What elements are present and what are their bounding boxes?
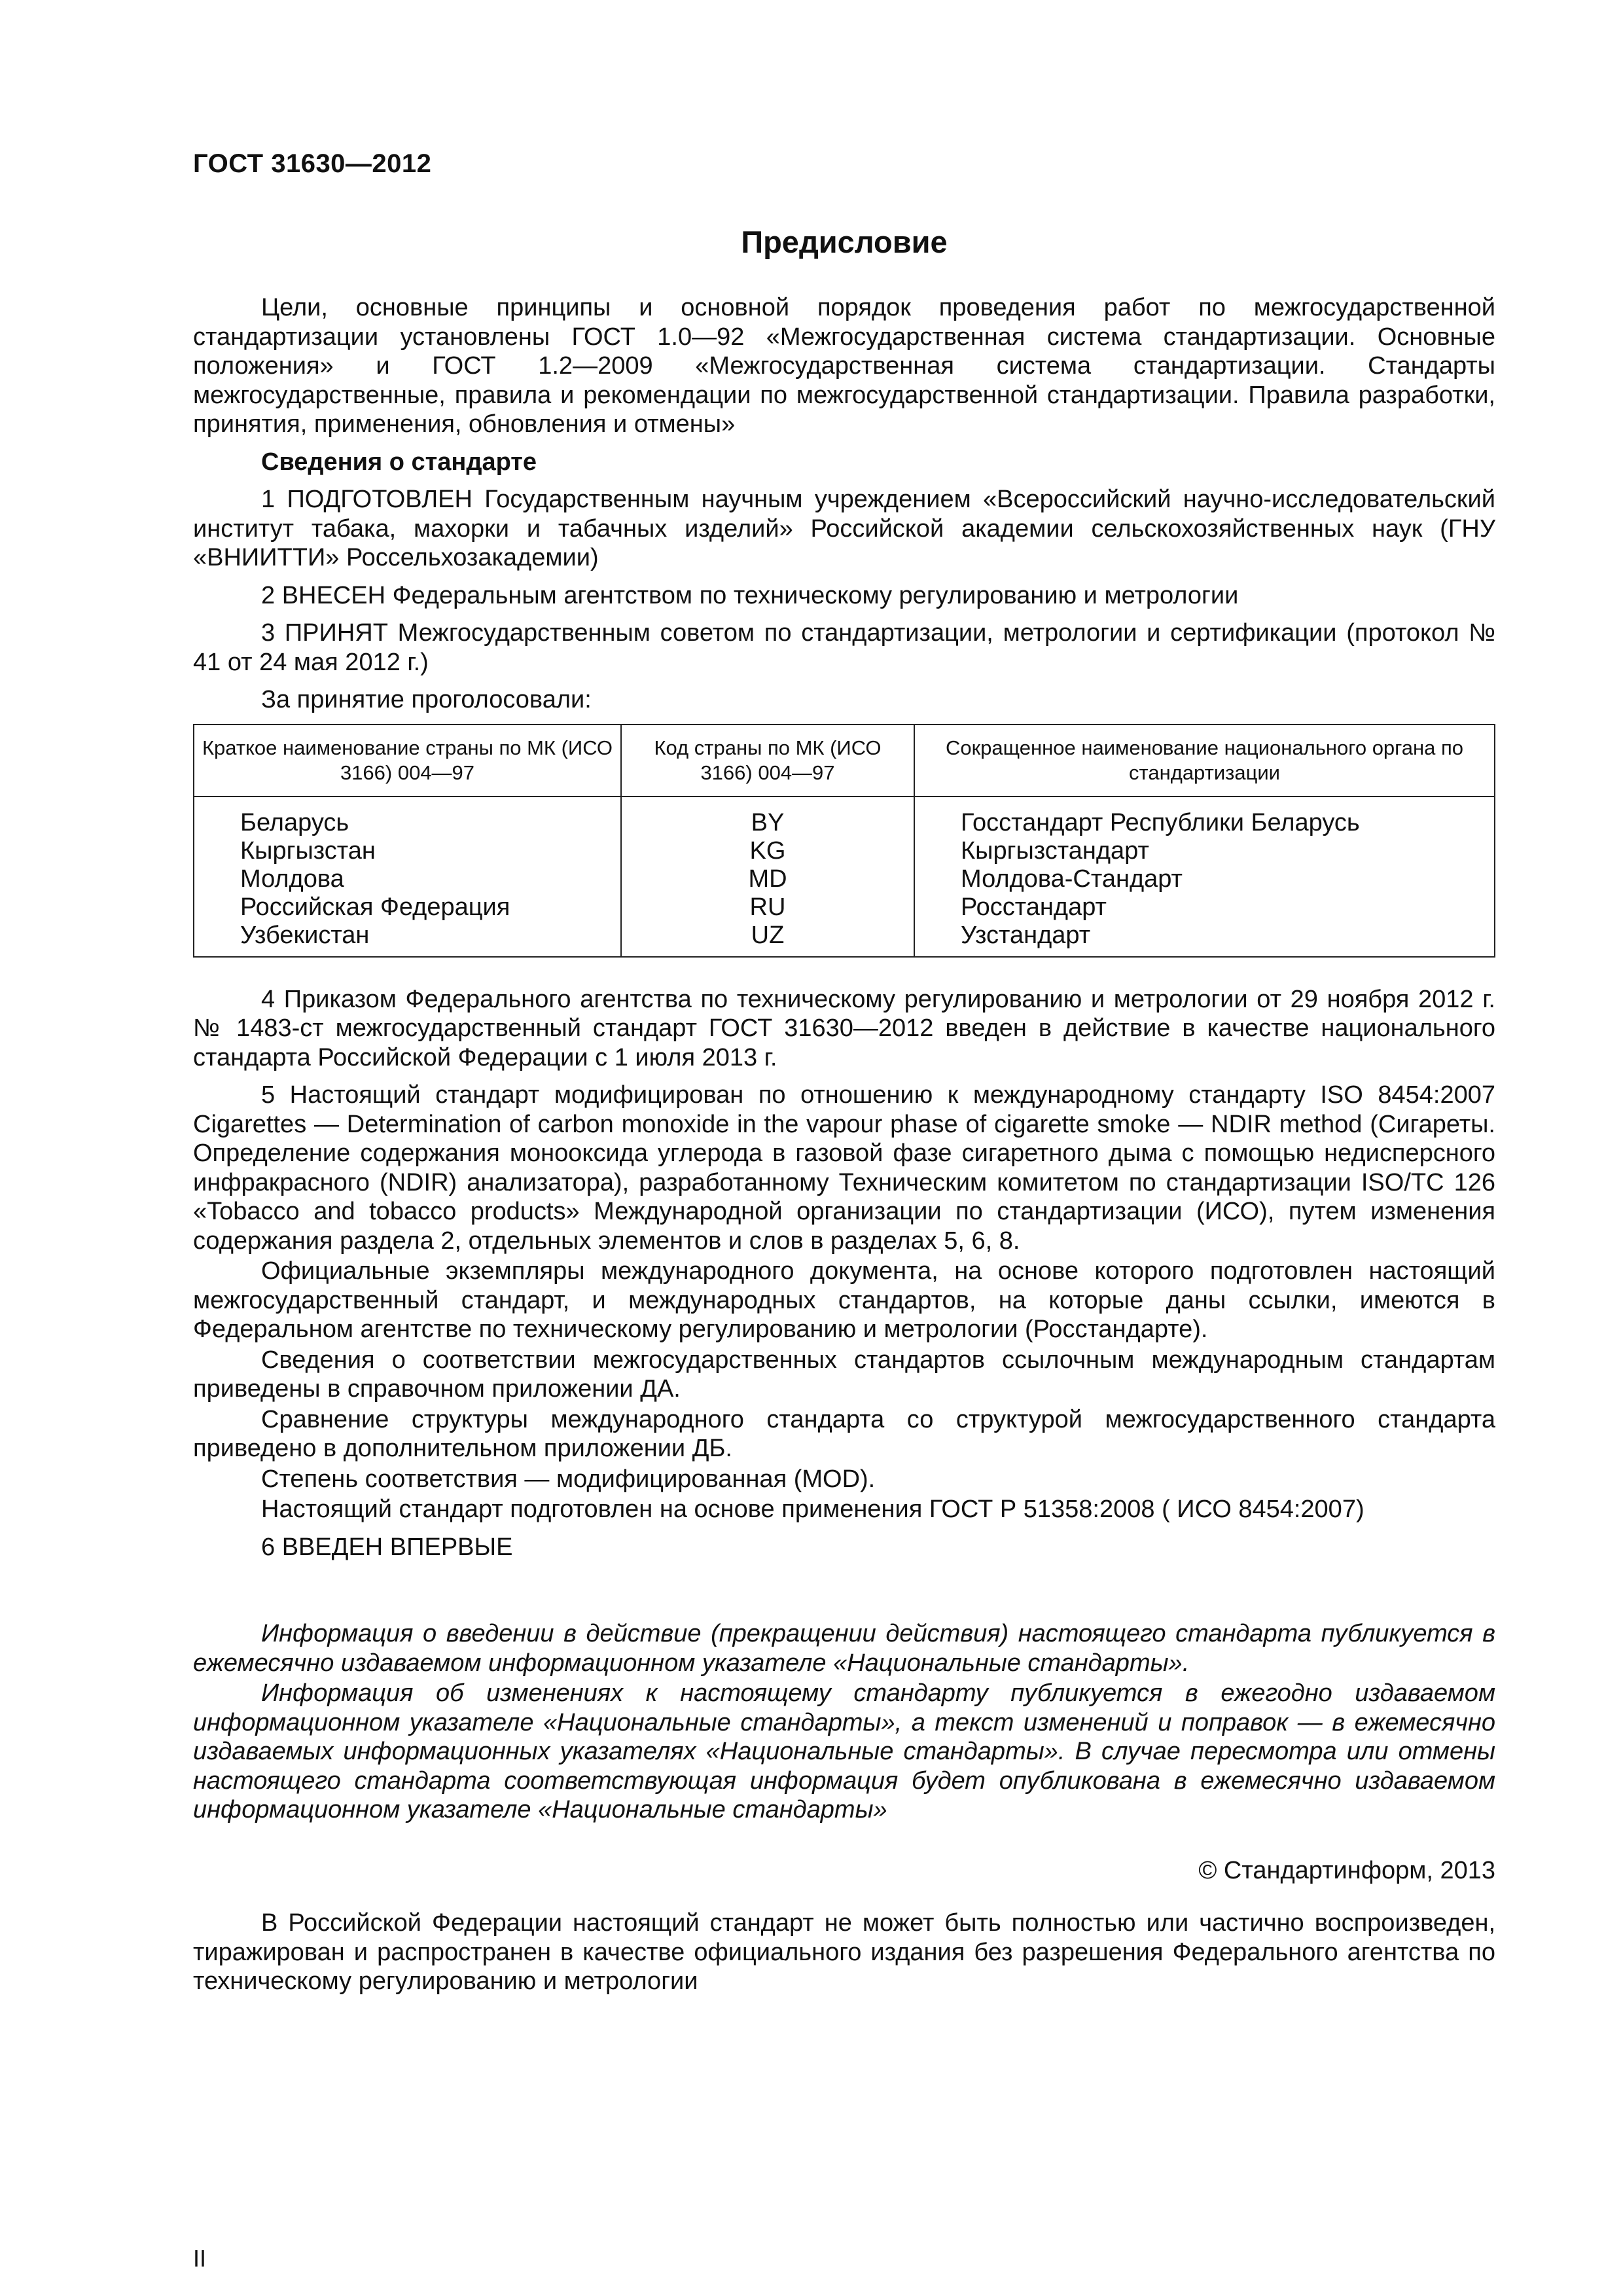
country-cell: Беларусь [194, 797, 621, 837]
table-header-country: Краткое наименование страны по МК (ИСО 3166) 004—97 [194, 725, 621, 797]
intro-paragraph: Цели, основные принципы и основной порядок проведения работ по межгосударственной стандартизации установлены ГОСТ 1.0—92 «Межгосударственная система стандартизации. Основные положения» и ГОСТ 1.2—2009 «Межгосударственная система стандартизации. Стандарты межгосударственные, правила и рекомендации по межгосударственной стандартизации. Правила разработки, принятия, применения, обновления и отмены» [193, 294, 1495, 438]
body-cell: Молдова-Стандарт [914, 865, 1495, 893]
copyright-line: © Стандартинформ, 2013 [1198, 1856, 1495, 1884]
code-cell: RU [621, 893, 914, 922]
table-header-body: Сокращенное наименование национального органа по стандартизации [914, 725, 1495, 797]
table-header-row [194, 725, 1495, 797]
item-5-official-copies: Официальные экземпляры международного документа, на основе которого подготовлен настоящий межгосударственный стандарт, и международных стандартов, на которые даны ссылки, имеются в Федеральном агентстве по техническому регулированию и метрологии (Росстандарте). [193, 1257, 1495, 1343]
body-cell: Узстандарт [914, 922, 1495, 957]
item-3-paragraph: 3 ПРИНЯТ Межгосударственным советом по стандартизации, метрологии и сертификации (протокол № 41 от 24 мая 2012 г.) [193, 619, 1495, 676]
table-row [194, 797, 1495, 837]
notice-introduction: Информация о введении в действие (прекращении действия) настоящего стандарта публикуется в ежемесячно издаваемом информационном указателе «Национальные стандарты». [193, 1620, 1495, 1677]
notice-changes: Информация об изменениях к настоящему стандарту публикуется в ежегодно издаваемом информационном указателе «Национальные стандарты», а текст изменений и поправок — в ежемесячно издаваемых информационных указателях «Национальные стандарты». В случае пересмотра или отмены настоящего стандарта соответствующая информация будет опубликована в ежемесячно издаваемом информационном указателе «Национальные стандарты» [193, 1679, 1495, 1823]
item-1-paragraph: 1 ПОДГОТОВЛЕН Государственным научным учреждением «Всероссийский научно-исследовательский институт табака, махорки и табачных изделий» Российской академии сельскохозяйственных наук (ГНУ «ВНИИТТИ» Россельхозакадемии) [193, 486, 1495, 571]
item-2-paragraph: 2 ВНЕСЕН Федеральным агентством по техническому регулированию и метрологии [261, 581, 1239, 609]
table-row [194, 865, 1495, 893]
country-cell: Узбекистан [194, 922, 621, 957]
body-cell: Росстандарт [914, 893, 1495, 922]
table-row [194, 893, 1495, 922]
page-title: Предисловие [741, 224, 948, 259]
voted-label: За принятие проголосовали: [261, 686, 592, 713]
info-heading: Сведения о стандарте [261, 448, 537, 476]
country-cell: Кыргызстан [194, 837, 621, 865]
body-cell: Госстандарт Республики Беларусь [914, 797, 1495, 837]
item-5-degree: Степень соответствия — модифицированная (MOD). [261, 1465, 876, 1493]
voting-table [193, 724, 1495, 958]
item-5-correspondence: Сведения о соответствии межгосударственных стандартов ссылочным международным стандартам приведены в справочном приложении ДА. [193, 1346, 1495, 1403]
item-5-structure: Сравнение структуры международного стандарта со структурой межгосударственного стандарта приведено в дополнительном приложении ДБ. [193, 1405, 1495, 1462]
country-cell: Российская Федерация [194, 893, 621, 922]
country-cell: Молдова [194, 865, 621, 893]
table-header-code: Код страны по МК (ИСО 3166) 004—97 [621, 725, 914, 797]
code-cell: UZ [621, 922, 914, 957]
body-cell: Кыргызстандарт [914, 837, 1495, 865]
rights-paragraph: В Российской Федерации настоящий стандарт не может быть полностью или частично воспроизведен, тиражирован и распространен в качестве официального издания без разрешения Федерального агентства по техническому регулированию и метрологии [193, 1909, 1495, 1995]
table-row [194, 922, 1495, 957]
code-cell: KG [621, 837, 914, 865]
code-cell: MD [621, 865, 914, 893]
doc-code-header: ГОСТ 31630—2012 [193, 149, 432, 178]
page-number: II [193, 2245, 207, 2272]
document-body [193, 293, 1495, 1996]
code-cell: BY [621, 797, 914, 837]
item-6-paragraph: 6 ВВЕДЕН ВПЕРВЫЕ [261, 1533, 513, 1561]
table-row [194, 837, 1495, 865]
item-5-paragraph: 5 Настоящий стандарт модифицирован по отношению к международному стандарту ISO 8454:2007 Cigarettes — Determination of carbon monoxide in the vapour phase of cigarette smoke — NDIR method (Сигареты. Определение содержания монооксида углерода в газовой фазе сигаретного дыма с помощью недисперсного инфракрасного (NDIR) анализатора), разработанному Техническим комитетом по стандартизации ISO/TC 126 «Tobacco and tobacco products» Международной организации по стандартизации (ИСО), путем изменения содержания раздела 2, отдельных элементов и слов в разделах 5, 6, 8. [193, 1081, 1495, 1255]
item-4-paragraph: 4 Приказом Федерального агентства по техническому регулированию и метрологии от 29 ноября 2012 г. № 1483-ст межгосударственный стандарт ГОСТ 31630—2012 введен в действие в качестве национального стандарта Российской Федерации с 1 июля 2013 г. [193, 985, 1495, 1071]
item-5-basis: Настоящий стандарт подготовлен на основе применения ГОСТ Р 51358:2008 ( ИСО 8454:2007) [261, 1496, 1364, 1523]
